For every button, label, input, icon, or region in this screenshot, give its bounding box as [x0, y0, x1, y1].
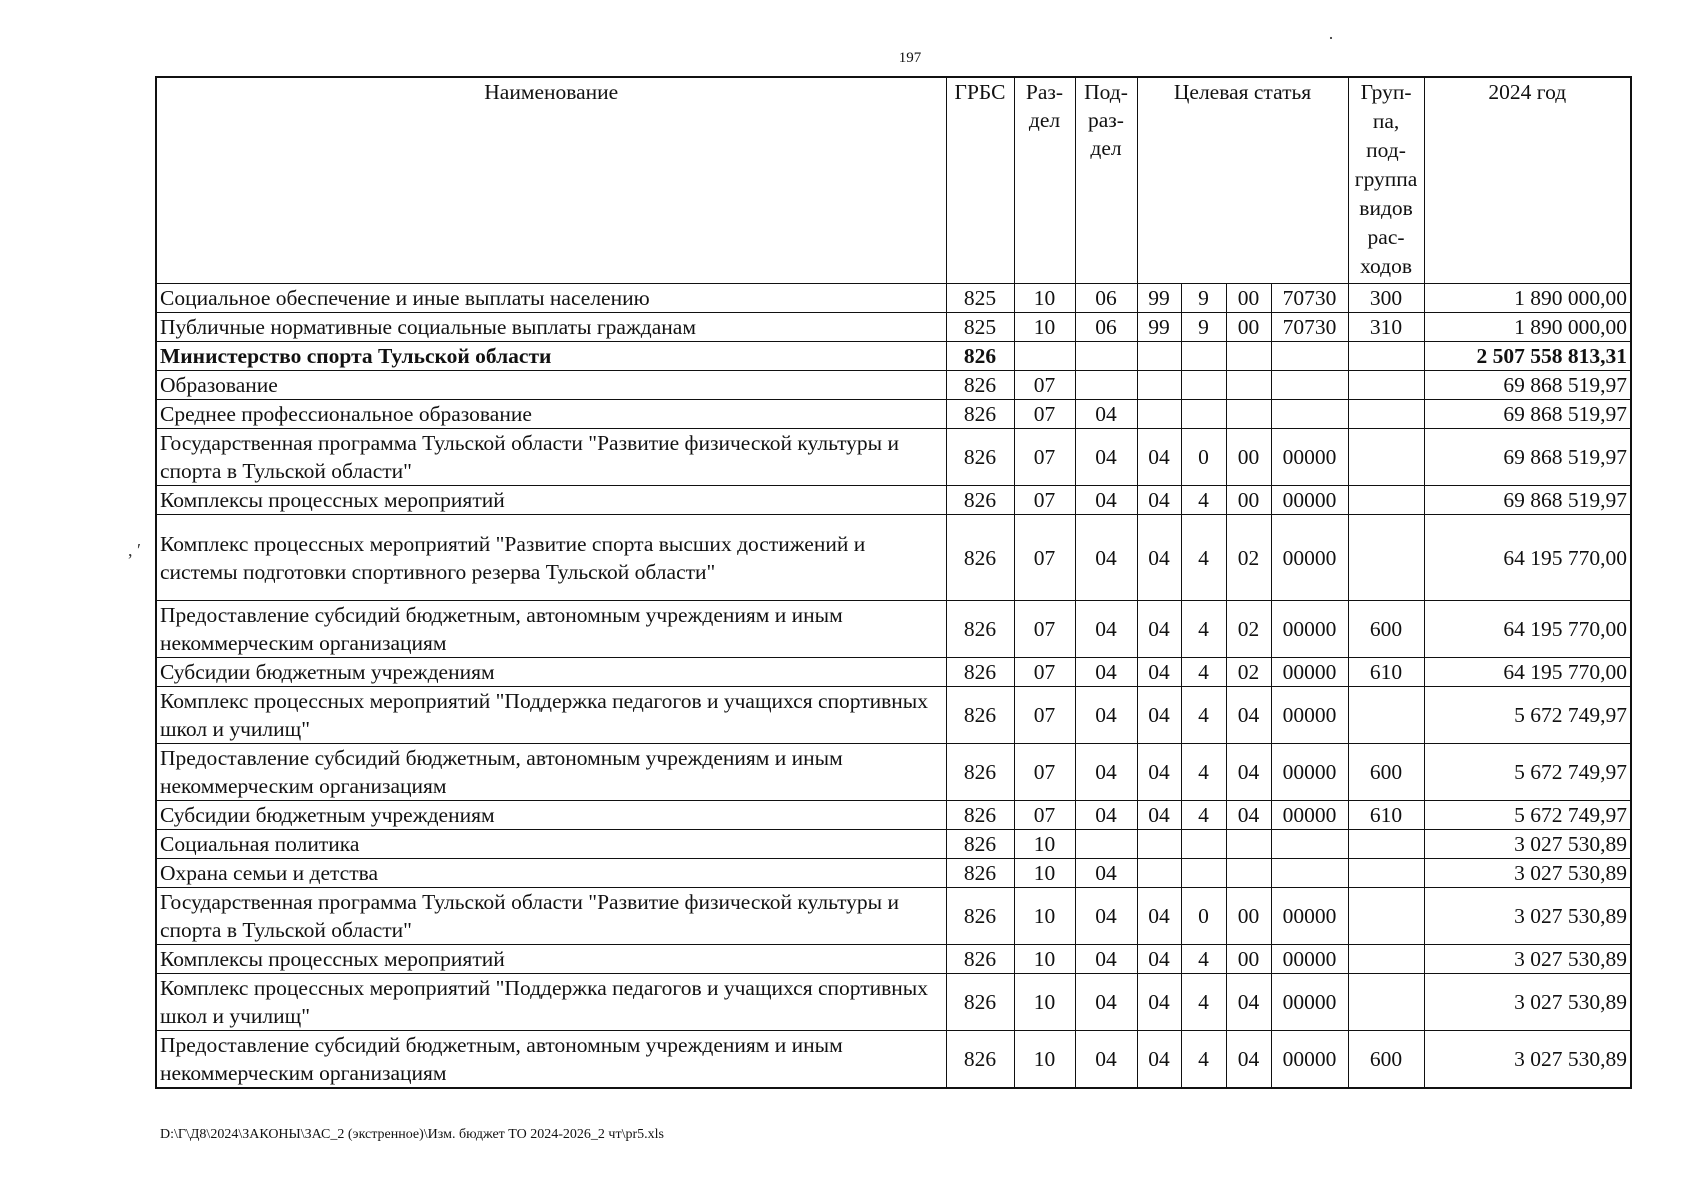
target-program-cell: 04	[1137, 486, 1181, 515]
row-name-cell: Комплексы процессных мероприятий	[156, 486, 946, 515]
target-program-cell: 04	[1137, 888, 1181, 945]
amount-cell: 69 868 519,97	[1424, 371, 1631, 400]
podrazdel-cell: 04	[1075, 400, 1137, 429]
target-direction-cell	[1271, 342, 1348, 371]
table-row	[156, 658, 1631, 687]
target-type-cell: 0	[1181, 429, 1226, 486]
target-complex-cell	[1226, 859, 1271, 888]
amount-cell: 1 890 000,00	[1424, 313, 1631, 342]
target-complex-cell: 00	[1226, 313, 1271, 342]
target-type-cell: 4	[1181, 1031, 1226, 1089]
razdel-cell: 07	[1014, 371, 1075, 400]
expense-group-cell	[1348, 859, 1424, 888]
target-type-cell: 4	[1181, 945, 1226, 974]
target-program-cell: 04	[1137, 1031, 1181, 1089]
razdel-cell: 10	[1014, 945, 1075, 974]
target-direction-cell: 00000	[1271, 801, 1348, 830]
target-program-cell: 04	[1137, 515, 1181, 601]
target-type-cell	[1181, 371, 1226, 400]
amount-cell: 64 195 770,00	[1424, 601, 1631, 658]
expense-group-cell: 600	[1348, 744, 1424, 801]
expense-group-cell	[1348, 429, 1424, 486]
grbs-cell: 826	[946, 486, 1014, 515]
razdel-cell: 10	[1014, 974, 1075, 1031]
podrazdel-cell: 06	[1075, 284, 1137, 313]
target-program-cell	[1137, 859, 1181, 888]
amount-cell: 64 195 770,00	[1424, 658, 1631, 687]
target-direction-cell: 00000	[1271, 974, 1348, 1031]
target-type-cell: 4	[1181, 601, 1226, 658]
podrazdel-cell: 04	[1075, 1031, 1137, 1089]
target-complex-cell: 04	[1226, 974, 1271, 1031]
row-name-cell: Комплекс процессных мероприятий "Развитие спорта высших достижений и системы подготовки спортивного резерва Тульской области"	[156, 515, 946, 601]
amount-cell: 69 868 519,97	[1424, 486, 1631, 515]
expense-group-cell	[1348, 515, 1424, 601]
target-complex-cell: 00	[1226, 888, 1271, 945]
grbs-cell: 826	[946, 342, 1014, 371]
target-direction-cell	[1271, 830, 1348, 859]
target-type-cell: 4	[1181, 744, 1226, 801]
header-razdel: Раз- дел	[1014, 77, 1075, 284]
grbs-cell: 826	[946, 859, 1014, 888]
row-name-cell: Предоставление субсидий бюджетным, автономным учреждениям и иным некоммерческим организациям	[156, 1031, 946, 1089]
expense-group-cell: 610	[1348, 658, 1424, 687]
target-direction-cell: 00000	[1271, 744, 1348, 801]
razdel-cell: 07	[1014, 515, 1075, 601]
header-podrazdel: Под- раз- дел	[1075, 77, 1137, 284]
razdel-cell: 07	[1014, 601, 1075, 658]
amount-cell: 1 890 000,00	[1424, 284, 1631, 313]
target-direction-cell: 00000	[1271, 429, 1348, 486]
podrazdel-cell: 04	[1075, 429, 1137, 486]
podrazdel-cell: 04	[1075, 687, 1137, 744]
podrazdel-cell: 04	[1075, 658, 1137, 687]
table-row	[156, 888, 1631, 945]
row-name-cell: Комплекс процессных мероприятий "Поддержка педагогов и учащихся спортивных школ и училищ"	[156, 687, 946, 744]
target-program-cell: 99	[1137, 313, 1181, 342]
podrazdel-cell	[1075, 371, 1137, 400]
table-row	[156, 945, 1631, 974]
expense-group-cell: 610	[1348, 801, 1424, 830]
table-body	[156, 284, 1631, 1089]
table-row	[156, 400, 1631, 429]
razdel-cell: 07	[1014, 486, 1075, 515]
table-header-row	[156, 77, 1631, 284]
podrazdel-cell: 04	[1075, 486, 1137, 515]
table-row	[156, 342, 1631, 371]
amount-cell: 69 868 519,97	[1424, 400, 1631, 429]
target-type-cell	[1181, 400, 1226, 429]
target-type-cell: 9	[1181, 284, 1226, 313]
target-type-cell: 0	[1181, 888, 1226, 945]
row-name-cell: Публичные нормативные социальные выплаты гражданам	[156, 313, 946, 342]
row-name-cell: Государственная программа Тульской области "Развитие физической культуры и спорта в Тульской области"	[156, 429, 946, 486]
podrazdel-cell: 06	[1075, 313, 1137, 342]
target-program-cell: 04	[1137, 974, 1181, 1031]
header-target-article: Целевая статья	[1137, 77, 1348, 284]
target-direction-cell: 00000	[1271, 687, 1348, 744]
header-name: Наименование	[156, 77, 946, 284]
header-grbs: ГРБС	[946, 77, 1014, 284]
expense-group-cell: 600	[1348, 601, 1424, 658]
razdel-cell: 10	[1014, 1031, 1075, 1089]
podrazdel-cell	[1075, 342, 1137, 371]
target-type-cell: 4	[1181, 515, 1226, 601]
target-program-cell: 99	[1137, 284, 1181, 313]
page-number: 197	[898, 50, 922, 66]
table-row	[156, 859, 1631, 888]
target-type-cell: 9	[1181, 313, 1226, 342]
table-row	[156, 515, 1631, 601]
row-name-cell: Охрана семьи и детства	[156, 859, 946, 888]
grbs-cell: 826	[946, 687, 1014, 744]
target-direction-cell: 00000	[1271, 888, 1348, 945]
amount-cell: 5 672 749,97	[1424, 801, 1631, 830]
table-row	[156, 830, 1631, 859]
file-path-footer: D:\Г\Д8\2024\ЗАКОНЫ\ЗАС_2 (экстренное)\Изм. бюджет ТО 2024-2026_2 чт\pr5.xls	[160, 1127, 664, 1142]
target-program-cell: 04	[1137, 429, 1181, 486]
target-complex-cell: 02	[1226, 601, 1271, 658]
amount-cell: 5 672 749,97	[1424, 687, 1631, 744]
target-program-cell	[1137, 342, 1181, 371]
target-complex-cell: 00	[1226, 486, 1271, 515]
table-row	[156, 284, 1631, 313]
podrazdel-cell: 04	[1075, 974, 1137, 1031]
table-row	[156, 687, 1631, 744]
podrazdel-cell: 04	[1075, 601, 1137, 658]
row-name-cell: Социальное обеспечение и иные выплаты населению	[156, 284, 946, 313]
podrazdel-cell: 04	[1075, 515, 1137, 601]
grbs-cell: 826	[946, 515, 1014, 601]
razdel-cell: 07	[1014, 687, 1075, 744]
target-program-cell	[1137, 371, 1181, 400]
target-program-cell: 04	[1137, 601, 1181, 658]
target-type-cell: 4	[1181, 486, 1226, 515]
row-name-cell: Среднее профессиональное образование	[156, 400, 946, 429]
target-type-cell: 4	[1181, 974, 1226, 1031]
razdel-cell: 10	[1014, 313, 1075, 342]
grbs-cell: 826	[946, 744, 1014, 801]
grbs-cell: 826	[946, 830, 1014, 859]
table-row	[156, 486, 1631, 515]
amount-cell: 2 507 558 813,31	[1424, 342, 1631, 371]
target-program-cell	[1137, 830, 1181, 859]
razdel-cell: 07	[1014, 744, 1075, 801]
target-direction-cell: 00000	[1271, 486, 1348, 515]
table-row	[156, 744, 1631, 801]
target-complex-cell: 00	[1226, 945, 1271, 974]
amount-cell: 69 868 519,97	[1424, 429, 1631, 486]
amount-cell: 3 027 530,89	[1424, 1031, 1631, 1089]
row-name-cell: Социальная политика	[156, 830, 946, 859]
budget-table	[155, 76, 1632, 1089]
target-program-cell: 04	[1137, 801, 1181, 830]
scan-speck: ·	[1328, 28, 1334, 48]
expense-group-cell: 600	[1348, 1031, 1424, 1089]
target-complex-cell	[1226, 342, 1271, 371]
amount-cell: 64 195 770,00	[1424, 515, 1631, 601]
table-row	[156, 429, 1631, 486]
header-expense-group: Груп- па, под- группа видов рас- ходов	[1348, 77, 1424, 284]
target-direction-cell: 70730	[1271, 284, 1348, 313]
amount-cell: 3 027 530,89	[1424, 888, 1631, 945]
table-row	[156, 371, 1631, 400]
expense-group-cell	[1348, 830, 1424, 859]
target-complex-cell: 02	[1226, 515, 1271, 601]
podrazdel-cell: 04	[1075, 945, 1137, 974]
grbs-cell: 826	[946, 429, 1014, 486]
expense-group-cell	[1348, 974, 1424, 1031]
row-name-cell: Предоставление субсидий бюджетным, автономным учреждениям и иным некоммерческим организациям	[156, 744, 946, 801]
razdel-cell: 10	[1014, 859, 1075, 888]
target-direction-cell	[1271, 371, 1348, 400]
target-direction-cell: 00000	[1271, 515, 1348, 601]
target-direction-cell	[1271, 400, 1348, 429]
grbs-cell: 826	[946, 371, 1014, 400]
razdel-cell: 07	[1014, 400, 1075, 429]
target-type-cell: 4	[1181, 687, 1226, 744]
target-direction-cell: 00000	[1271, 945, 1348, 974]
razdel-cell: 10	[1014, 284, 1075, 313]
target-complex-cell	[1226, 371, 1271, 400]
target-complex-cell: 00	[1226, 284, 1271, 313]
razdel-cell: 07	[1014, 429, 1075, 486]
grbs-cell: 826	[946, 601, 1014, 658]
expense-group-cell: 300	[1348, 284, 1424, 313]
target-complex-cell: 02	[1226, 658, 1271, 687]
target-type-cell: 4	[1181, 658, 1226, 687]
target-program-cell: 04	[1137, 744, 1181, 801]
table-row	[156, 801, 1631, 830]
amount-cell: 5 672 749,97	[1424, 744, 1631, 801]
target-program-cell: 04	[1137, 687, 1181, 744]
expense-group-cell	[1348, 687, 1424, 744]
grbs-cell: 826	[946, 888, 1014, 945]
target-type-cell	[1181, 830, 1226, 859]
row-name-cell: Образование	[156, 371, 946, 400]
grbs-cell: 826	[946, 974, 1014, 1031]
row-name-cell: Предоставление субсидий бюджетным, автономным учреждениям и иным некоммерческим организациям	[156, 601, 946, 658]
razdel-cell: 10	[1014, 830, 1075, 859]
target-direction-cell: 00000	[1271, 601, 1348, 658]
target-type-cell	[1181, 342, 1226, 371]
table-row	[156, 313, 1631, 342]
target-complex-cell: 04	[1226, 687, 1271, 744]
expense-group-cell	[1348, 371, 1424, 400]
amount-cell: 3 027 530,89	[1424, 859, 1631, 888]
razdel-cell: 07	[1014, 801, 1075, 830]
target-program-cell: 04	[1137, 945, 1181, 974]
expense-group-cell	[1348, 400, 1424, 429]
expense-group-cell	[1348, 486, 1424, 515]
target-program-cell: 04	[1137, 658, 1181, 687]
target-direction-cell: 00000	[1271, 1031, 1348, 1089]
row-name-cell: Министерство спорта Тульской области	[156, 342, 946, 371]
amount-cell: 3 027 530,89	[1424, 945, 1631, 974]
podrazdel-cell: 04	[1075, 744, 1137, 801]
expense-group-cell	[1348, 888, 1424, 945]
amount-cell: 3 027 530,89	[1424, 830, 1631, 859]
razdel-cell: 10	[1014, 888, 1075, 945]
target-complex-cell: 04	[1226, 744, 1271, 801]
podrazdel-cell: 04	[1075, 801, 1137, 830]
podrazdel-cell: 04	[1075, 888, 1137, 945]
table-row	[156, 1031, 1631, 1089]
grbs-cell: 825	[946, 313, 1014, 342]
target-complex-cell: 04	[1226, 801, 1271, 830]
grbs-cell: 826	[946, 945, 1014, 974]
target-direction-cell	[1271, 859, 1348, 888]
target-type-cell: 4	[1181, 801, 1226, 830]
expense-group-cell: 310	[1348, 313, 1424, 342]
target-complex-cell: 04	[1226, 1031, 1271, 1089]
target-complex-cell	[1226, 830, 1271, 859]
header-year: 2024 год	[1424, 77, 1631, 284]
expense-group-cell	[1348, 342, 1424, 371]
podrazdel-cell: 04	[1075, 859, 1137, 888]
target-direction-cell: 70730	[1271, 313, 1348, 342]
target-complex-cell: 00	[1226, 429, 1271, 486]
grbs-cell: 826	[946, 658, 1014, 687]
row-name-cell: Комплекс процессных мероприятий "Поддержка педагогов и учащихся спортивных школ и училищ"	[156, 974, 946, 1031]
target-program-cell	[1137, 400, 1181, 429]
target-complex-cell	[1226, 400, 1271, 429]
grbs-cell: 826	[946, 801, 1014, 830]
podrazdel-cell	[1075, 830, 1137, 859]
amount-cell: 3 027 530,89	[1424, 974, 1631, 1031]
table-row	[156, 601, 1631, 658]
margin-tick-mark: , ′	[128, 540, 141, 560]
row-name-cell: Комплексы процессных мероприятий	[156, 945, 946, 974]
razdel-cell: 07	[1014, 658, 1075, 687]
row-name-cell: Субсидии бюджетным учреждениям	[156, 801, 946, 830]
razdel-cell	[1014, 342, 1075, 371]
row-name-cell: Государственная программа Тульской области "Развитие физической культуры и спорта в Тульской области"	[156, 888, 946, 945]
grbs-cell: 826	[946, 1031, 1014, 1089]
row-name-cell: Субсидии бюджетным учреждениям	[156, 658, 946, 687]
grbs-cell: 826	[946, 400, 1014, 429]
target-type-cell	[1181, 859, 1226, 888]
grbs-cell: 825	[946, 284, 1014, 313]
target-direction-cell: 00000	[1271, 658, 1348, 687]
expense-group-cell	[1348, 945, 1424, 974]
table-row	[156, 974, 1631, 1031]
